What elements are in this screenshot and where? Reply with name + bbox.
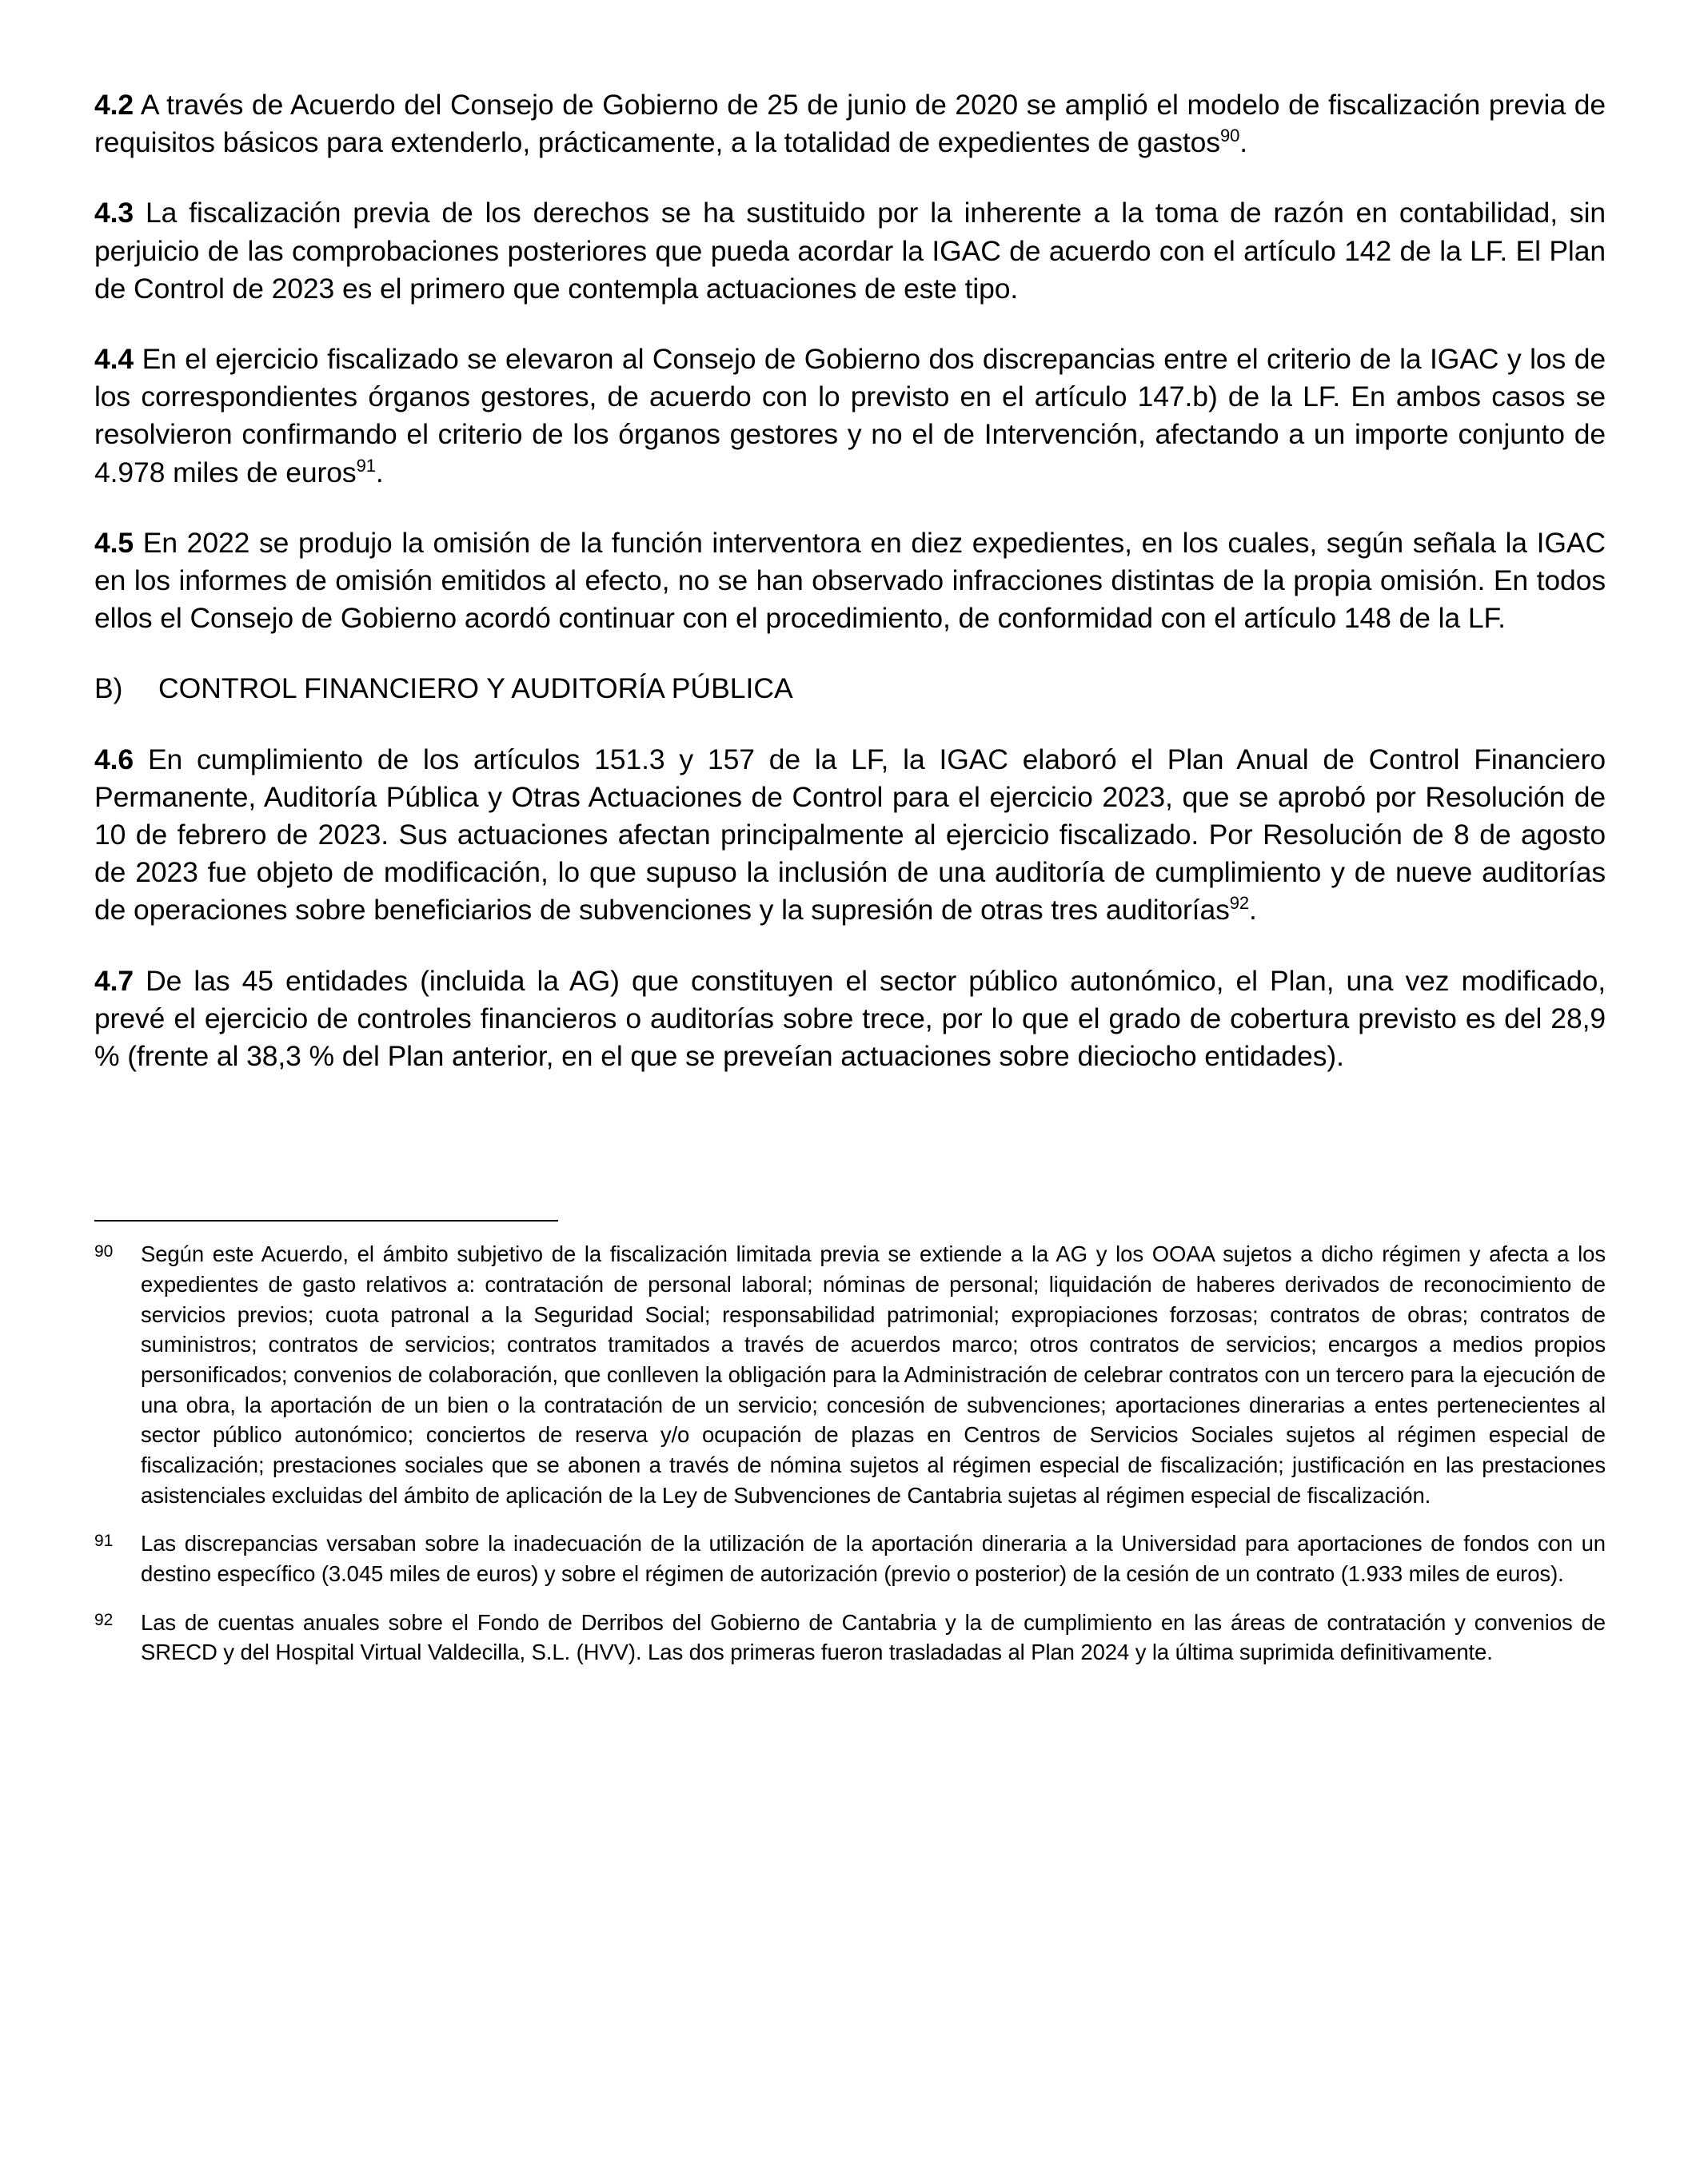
- paragraph-text: En 2022 se produjo la omisión de la función interventora en diez expedientes, en los cuales, según señala la IGAC en los informes de omisión emitidos al efecto, no se han observado infracciones distintas de la propia omisión. En todos ellos el Consejo de Gobierno acordó continuar con el procedimiento, de conformidad con el artículo 148 de la LF.: [94, 526, 1606, 635]
- footnote-list: [94, 1239, 1606, 1668]
- paragraph-number: 4.6: [94, 743, 134, 775]
- footnote-ref-91[interactable]: 91: [356, 455, 376, 476]
- footnote-item: [94, 1608, 1606, 1668]
- paragraph-4-5: [94, 524, 1606, 638]
- paragraph-number: 4.4: [94, 343, 134, 376]
- paragraph-number: 4.7: [94, 964, 134, 997]
- footnote-text: Las de cuentas anuales sobre el Fondo de Derribos del Gobierno de Cantabria y la de cumplimiento en las áreas de contratación y convenios de SRECD y del Hospital Virtual Valdecilla, S.L. (HVV). Las dos primeras fueron trasladadas al Plan 2024 y la última suprimida definitivamente.: [141, 1609, 1606, 1665]
- paragraph-text: La fiscalización previa de los derechos se ha sustituido por la inherente a la toma de razón en contabilidad, sin perjuicio de las comprobaciones posteriores que pueda acordar la IGAC de acuerdo con el artículo 142 de la LF. El Plan de Control de 2023 es el primero que contempla actuaciones de este tipo.: [94, 197, 1606, 305]
- footnote-ref-92[interactable]: 92: [1229, 893, 1250, 914]
- paragraph-number: 4.2: [94, 89, 134, 121]
- paragraph-4-3: [94, 194, 1606, 308]
- paragraph-number: 4.5: [94, 526, 134, 559]
- footnote-text: Según este Acuerdo, el ámbito subjetivo de la fiscalización limitada previa se extiende a la AG y los OOAA sujetos a dicho régimen y afecta a los expedientes de gasto relativos a: contratación de personal laboral; nóminas de personal; liquidación de haberes derivados de reconocimiento de servicios previos; cuota patronal a la Seguridad Social; responsabilidad patrimonial; expropiaciones forzosas; contratos de obras; contratos de suministros; contratos de servicios; contratos tramitados a través de acuerdos marco; otros contratos de servicios; encargos a medios propios personificados; convenios de colaboración, que conlleven la obligación para la Administración de celebrar contratos con un tercero para la ejecución de una obra, la aportación de un bien o la contratación de un servicio; concesión de subvenciones; aportaciones dinerarias a entes pertenecientes al sector público autonómico; conciertos de reserva y/o ocupación de plazas en Centros de Servicios Sociales sujetos al régimen especial de fiscalización; prestaciones sociales que se abonen a través de nómina sujetos al régimen especial de fiscalización; justificación en las prestaciones asistenciales excluidas del ámbito de aplicación de la Ley de Subvenciones de Cantabria sujetas al régimen especial de fiscalización.: [141, 1241, 1606, 1508]
- footnote-text: Las discrepancias versaban sobre la inadecuación de la utilización de la aportación dineraria a la Universidad para aportaciones de fondos con un destino específico (3.045 miles de euros) y sobre el régimen de autorización (previo o posterior) de la cesión de un contrato (1.933 miles de euros).: [141, 1531, 1606, 1586]
- section-title: CONTROL FINANCIERO Y AUDITORÍA PÚBLICA: [158, 672, 793, 705]
- section-letter: B): [94, 672, 123, 705]
- footnote-number: 91: [94, 1532, 114, 1551]
- paragraph-text: A través de Acuerdo del Consejo de Gobierno de 25 de junio de 2020 se amplió el modelo de fiscalización previa de requisitos básicos para extenderlo, prácticamente, a la totalidad de expedientes de gastos: [94, 89, 1606, 159]
- footnote-number: 92: [94, 1610, 114, 1629]
- paragraph-4-6: [94, 741, 1606, 930]
- footnote-spacer: [94, 1108, 1606, 1220]
- paragraph-text-tail: .: [1249, 894, 1257, 927]
- paragraph-text-tail: .: [1239, 126, 1247, 159]
- paragraph-text: En cumplimiento de los artículos 151.3 y 157 de la LF, la IGAC elaboró el Plan Anual de Control Financiero Permanente, Auditoría Pública y Otras Actuaciones de Control para el ejercicio 2023, que se aprobó por Resolución de 10 de febrero de 2023. Sus actuaciones afectan principalmente al ejercicio fiscalizado. Por Resolución de 8 de agosto de 2023 fue objeto de modificación, lo que supuso la inclusión de una auditoría de cumplimiento y de nueve auditorías de operaciones sobre beneficiarios de subvenciones y la supresión de otras tres auditorías: [94, 743, 1606, 927]
- paragraph-text: En el ejercicio fiscalizado se elevaron al Consejo de Gobierno dos discrepancias entre el criterio de la IGAC y los de los correspondientes órganos gestores, de acuerdo con lo previsto en el artículo 147.b) de la LF. En ambos casos se resolvieron confirmando el criterio de los órganos gestores y no el de Intervención, afectando a un importe conjunto de 4.978 miles de euros: [94, 343, 1606, 488]
- footnote-item: [94, 1528, 1606, 1588]
- paragraph-text: De las 45 entidades (incluida la AG) que constituyen el sector público autonómico, el Plan, una vez modificado, prevé el ejercicio de controles financieros o auditorías sobre trece, por lo que el grado de cobertura previsto es del 28,9 % (frente al 38,3 % del Plan anterior, en el que se preveían actuaciones sobre dieciocho entidades).: [94, 964, 1606, 1073]
- paragraph-4-4: [94, 341, 1606, 492]
- footnote-separator: [94, 1220, 558, 1222]
- footnote-ref-90[interactable]: 90: [1219, 126, 1240, 146]
- paragraph-4-2: [94, 86, 1606, 161]
- footnote-number: 90: [94, 1242, 114, 1261]
- paragraph-text-tail: .: [375, 456, 384, 488]
- paragraph-number: 4.3: [94, 197, 134, 229]
- section-heading-b: [94, 670, 1606, 707]
- paragraph-4-7: [94, 962, 1606, 1076]
- footnote-item: [94, 1239, 1606, 1510]
